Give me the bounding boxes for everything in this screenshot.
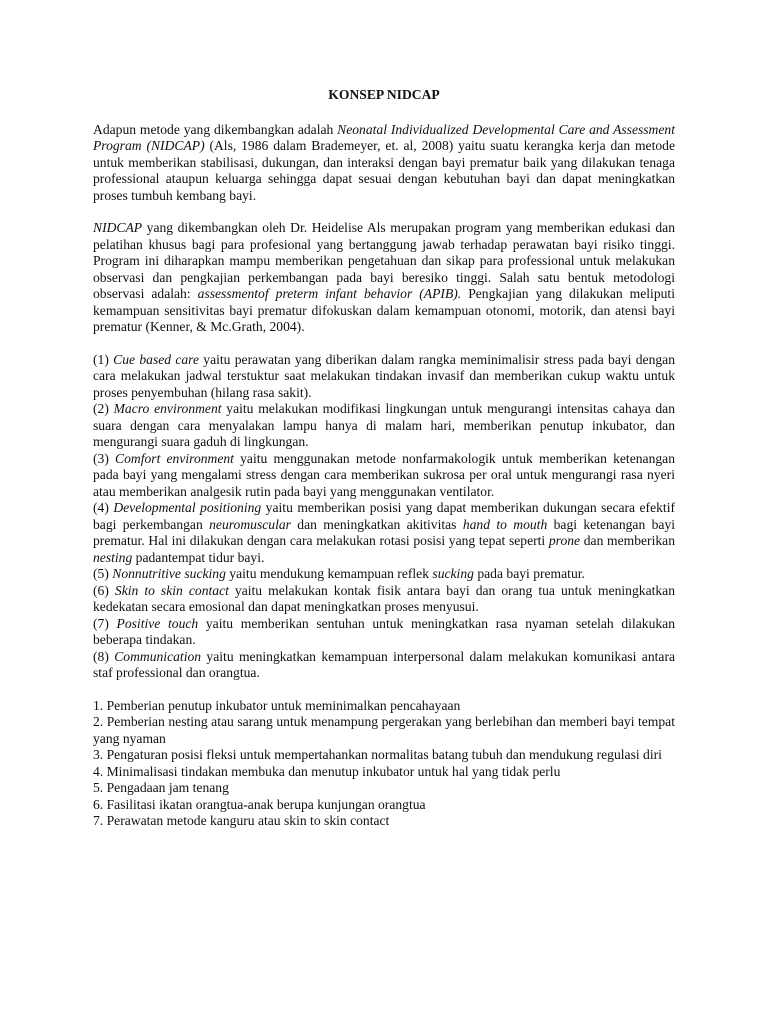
list-item: 2. Pemberian nesting atau sarang untuk menampung pergerakan yang berlebihan dan memberi bayi tempat yang nyaman (93, 714, 675, 746)
text-run: (Als, 1986 dalam Brademeyer, et. al, 2008) yaitu suatu kerangka kerja dan metode untuk memberikan stabilisasi, dukungan, dan interaksi dengan bayi prematur baik yang dilakukan tenaga professional ataupun keluarga sehingga dapat sesuai dengan kebutuhan bayi dan dapat meningkatkan proses tumbuh kembang bayi. (93, 138, 675, 203)
page-title: KONSEP NIDCAP (328, 87, 440, 102)
list-item: 6. Fasilitasi ikatan orangtua-anak berupa kunjungan orangtua (93, 796, 426, 812)
item-number: (5) (93, 566, 113, 581)
text-run: pada bayi prematur. (473, 566, 585, 581)
principle-item-8 (93, 649, 675, 682)
italic-term: Developmental positioning (113, 500, 262, 515)
principle-item-7 (93, 616, 675, 649)
interventions-list (93, 698, 675, 830)
paragraph-nidcap (93, 220, 675, 336)
italic-term: Nonnutritive sucking (112, 566, 226, 581)
item-number: (7) (93, 615, 117, 631)
principle-item-5 (93, 566, 675, 583)
item-number: (3) (93, 450, 116, 466)
text-run: dan meningkatkan akitivitas (290, 516, 463, 532)
principle-item-4 (93, 500, 675, 566)
text-run: bagi ketenangan bayi prematur. Hal ini dilakukan dengan cara melakukan rotasi posisi yang tepat seperti (93, 516, 676, 548)
principle-item-3 (93, 451, 675, 501)
list-item: 7. Perawatan metode kanguru atau skin to skin contact (93, 813, 390, 828)
list-item: 5. Pengadaan jam tenang (93, 780, 229, 795)
italic-term: hand to mouth (462, 516, 548, 532)
italic-term: Skin to skin contact (114, 582, 229, 598)
principle-item-6 (93, 583, 675, 616)
italic-term: Macro environment (113, 401, 222, 416)
text-run: Pengkajian yang dilakukan meliputi kemampuan sensitivitas bayi prematur difokuskan dalam kemampuan otonomi, motorik, dan atensi bayi prematur (Kenner, & Mc.Grath, 2004). (93, 286, 675, 334)
list-item: 4. Minimalisasi tindakan membuka dan menutup inkubator untuk hal yang tidak perlu (93, 763, 561, 779)
text-run: yaitu memberikan posisi yang dapat memberikan dukungan secara efektif bagi perkembangan (93, 500, 675, 532)
italic-term: Positive touch (116, 615, 199, 631)
italic-term: assessmentof preterm infant behavior (APIB). (197, 286, 462, 301)
text-run: yaitu mendukung kemampuan reflek (225, 566, 433, 581)
principle-item-2 (93, 401, 675, 451)
text-run: dan memberikan (580, 533, 675, 548)
principles-list (93, 352, 675, 682)
item-number: (1) (93, 351, 114, 367)
text-run: yaitu meningkatkan kemampuan interpersonal dalam melakukan komunikasi antara staf professional dan orangtua. (93, 648, 676, 680)
italic-term: prone (548, 533, 581, 548)
list-item: 1. Pemberian penutup inkubator untuk meminimalkan pencahayaan (93, 697, 461, 713)
document-page (93, 87, 675, 830)
text-run: yaitu melakukan kontak fisik antara bayi dan orang tua untuk meningkatkan kedekatan secara emosional dan dapat meningkatkan proses menyusui. (93, 582, 676, 614)
text-run: Adapun metode yang dikembangkan adalah (93, 121, 338, 137)
list-item: 3. Pengaturan posisi fleksi untuk mempertahankan normalitas batang tubuh dan mendukung regulasi diri (93, 747, 662, 762)
italic-term: Communication (114, 648, 202, 664)
item-number: (4) (93, 500, 114, 515)
text-run: yang dikembangkan oleh Dr. Heidelise Als merupakan program yang memberikan edukasi dan pelatihan khusus bagi para profesional yang bertanggung jawab terhadap perawatan bayi risiko tinggi. Program ini diharapkan mampu memberikan pengetahuan dan sikap para professional untuk melakukan observasi dan pengkajian perkembangan pada bayi beresiko tinggi. Salah satu bentuk metodologi observasi adalah: (93, 220, 675, 301)
paragraph-intro (93, 122, 675, 205)
italic-term: neuromuscular (209, 516, 291, 532)
item-number: (6) (93, 582, 115, 598)
text-run: yaitu menggunakan metode nonfarmakologik untuk memberikan ketenangan pada bayi yang mengalami stress dengan cara memberikan sukrosa per oral untuk mengurangi rasa nyeri atau memberikan analgesik rutin pada bayi yang menggunakan ventilator. (93, 450, 675, 499)
text-run: yaitu melakukan modifikasi lingkungan untuk mengurangi intensitas cahaya dan suara dengan cara menyalakan lampu hanya di malam hari, memberikan penutup inkubator, dan mengurangi suara gaduh di lingkungan. (93, 401, 676, 449)
italic-term: Comfort environment (115, 450, 234, 466)
text-run: padantempat tidur bayi. (132, 549, 265, 565)
italic-term: NIDCAP (93, 220, 143, 235)
item-number: (8) (93, 648, 115, 664)
item-number: (2) (93, 401, 114, 416)
text-run: yaitu memberikan sentuhan untuk meningkatkan rasa nyaman setelah dilakukan beberapa tindakan. (93, 615, 675, 647)
italic-term: sucking (432, 566, 474, 581)
italic-term: Neonatal Individualized Developmental Care and Assessment Program (NIDCAP) (93, 121, 675, 153)
text-run: yaitu perawatan yang diberikan dalam rangka meminimalisir stress pada bayi dengan cara melakukan jadwal terstuktur saat melakukan tindakan invasif dan memberikan cukup waktu untuk proses penyembuhan (hilang rasa sakit). (93, 351, 676, 400)
italic-term: Cue based care (113, 351, 199, 367)
principle-item-1 (93, 352, 675, 402)
italic-term: nesting (93, 549, 133, 565)
